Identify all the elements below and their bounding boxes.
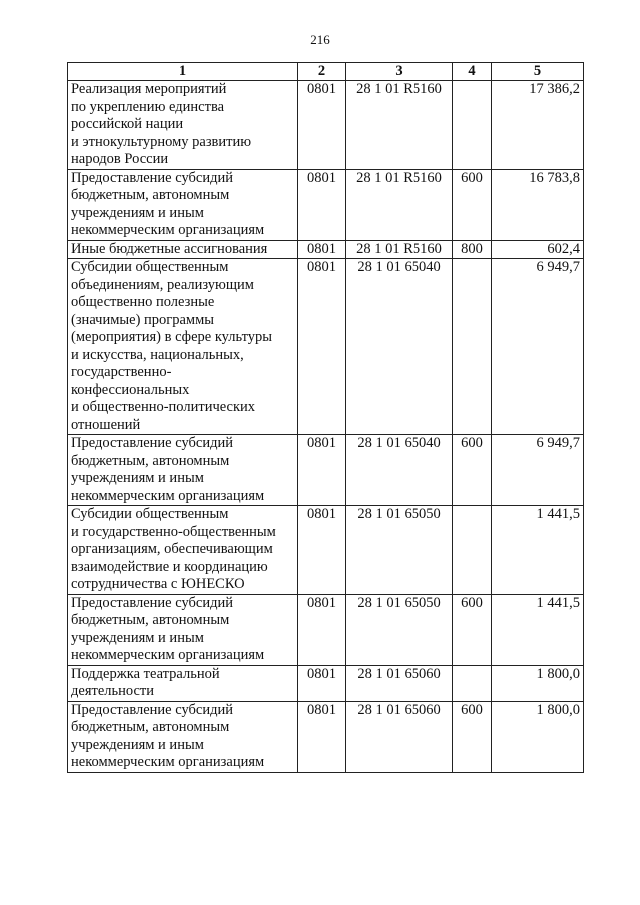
expense-type-cell — [453, 506, 492, 595]
expense-type-cell: 600 — [453, 594, 492, 665]
expense-type-cell: 600 — [453, 169, 492, 240]
item-name-cell: Субсидии общественным объединениям, реализующим общественно полезные (значимые) программы (мероприятия) в сфере культуры и искусства, национальных, государственно- конфессиональных и общественно-политических отношений — [68, 259, 298, 435]
section-code-cell: 0801 — [298, 259, 346, 435]
target-article-cell: 28 1 01 65040 — [346, 259, 453, 435]
section-code-cell: 0801 — [298, 435, 346, 506]
target-article-cell: 28 1 01 65050 — [346, 506, 453, 595]
table-row — [68, 435, 584, 506]
header-col-3: 3 — [346, 63, 453, 81]
expense-type-cell: 600 — [453, 435, 492, 506]
table-row — [68, 594, 584, 665]
header-col-4: 4 — [453, 63, 492, 81]
target-article-cell: 28 1 01 65060 — [346, 701, 453, 772]
section-code-cell: 0801 — [298, 81, 346, 170]
expense-type-cell: 600 — [453, 701, 492, 772]
expense-type-cell — [453, 81, 492, 170]
item-name-cell: Иные бюджетные ассигнования — [68, 240, 298, 259]
table-row — [68, 701, 584, 772]
table-body — [68, 81, 584, 773]
budget-table — [67, 62, 584, 773]
table-row — [68, 259, 584, 435]
amount-cell: 602,4 — [492, 240, 584, 259]
amount-cell: 1 800,0 — [492, 701, 584, 772]
target-article-cell: 28 1 01 65060 — [346, 665, 453, 701]
amount-cell: 1 441,5 — [492, 594, 584, 665]
expense-type-cell: 800 — [453, 240, 492, 259]
target-article-cell: 28 1 01 R5160 — [346, 240, 453, 259]
section-code-cell: 0801 — [298, 506, 346, 595]
amount-cell: 16 783,8 — [492, 169, 584, 240]
section-code-cell: 0801 — [298, 169, 346, 240]
item-name-cell: Реализация мероприятий по укреплению единства российской нации и этнокультурному развитию народов России — [68, 81, 298, 170]
header-col-1: 1 — [68, 63, 298, 81]
amount-cell: 1 800,0 — [492, 665, 584, 701]
amount-cell: 6 949,7 — [492, 259, 584, 435]
expense-type-cell — [453, 259, 492, 435]
header-col-5: 5 — [492, 63, 584, 81]
amount-cell: 6 949,7 — [492, 435, 584, 506]
item-name-cell: Субсидии общественным и государственно-общественным организациям, обеспечивающим взаимодействие и координацию сотрудничества с ЮНЕСКО — [68, 506, 298, 595]
item-name-cell: Предоставление субсидий бюджетным, автономным учреждениям и иным некоммерческим организациям — [68, 594, 298, 665]
page-number: 216 — [310, 32, 330, 47]
section-code-cell: 0801 — [298, 665, 346, 701]
item-name-cell: Предоставление субсидий бюджетным, автономным учреждениям и иным некоммерческим организациям — [68, 435, 298, 506]
target-article-cell: 28 1 01 65050 — [346, 594, 453, 665]
table-row — [68, 81, 584, 170]
amount-cell: 17 386,2 — [492, 81, 584, 170]
target-article-cell: 28 1 01 R5160 — [346, 169, 453, 240]
item-name-cell: Поддержка театральной деятельности — [68, 665, 298, 701]
table-row — [68, 240, 584, 259]
section-code-cell: 0801 — [298, 701, 346, 772]
section-code-cell: 0801 — [298, 594, 346, 665]
table-row — [68, 169, 584, 240]
table-row — [68, 506, 584, 595]
header-col-2: 2 — [298, 63, 346, 81]
expense-type-cell — [453, 665, 492, 701]
amount-cell: 1 441,5 — [492, 506, 584, 595]
target-article-cell: 28 1 01 65040 — [346, 435, 453, 506]
item-name-cell: Предоставление субсидий бюджетным, автономным учреждениям и иным некоммерческим организациям — [68, 701, 298, 772]
table-header-row — [68, 63, 584, 81]
item-name-cell: Предоставление субсидий бюджетным, автономным учреждениям и иным некоммерческим организациям — [68, 169, 298, 240]
target-article-cell: 28 1 01 R5160 — [346, 81, 453, 170]
table-row — [68, 665, 584, 701]
section-code-cell: 0801 — [298, 240, 346, 259]
